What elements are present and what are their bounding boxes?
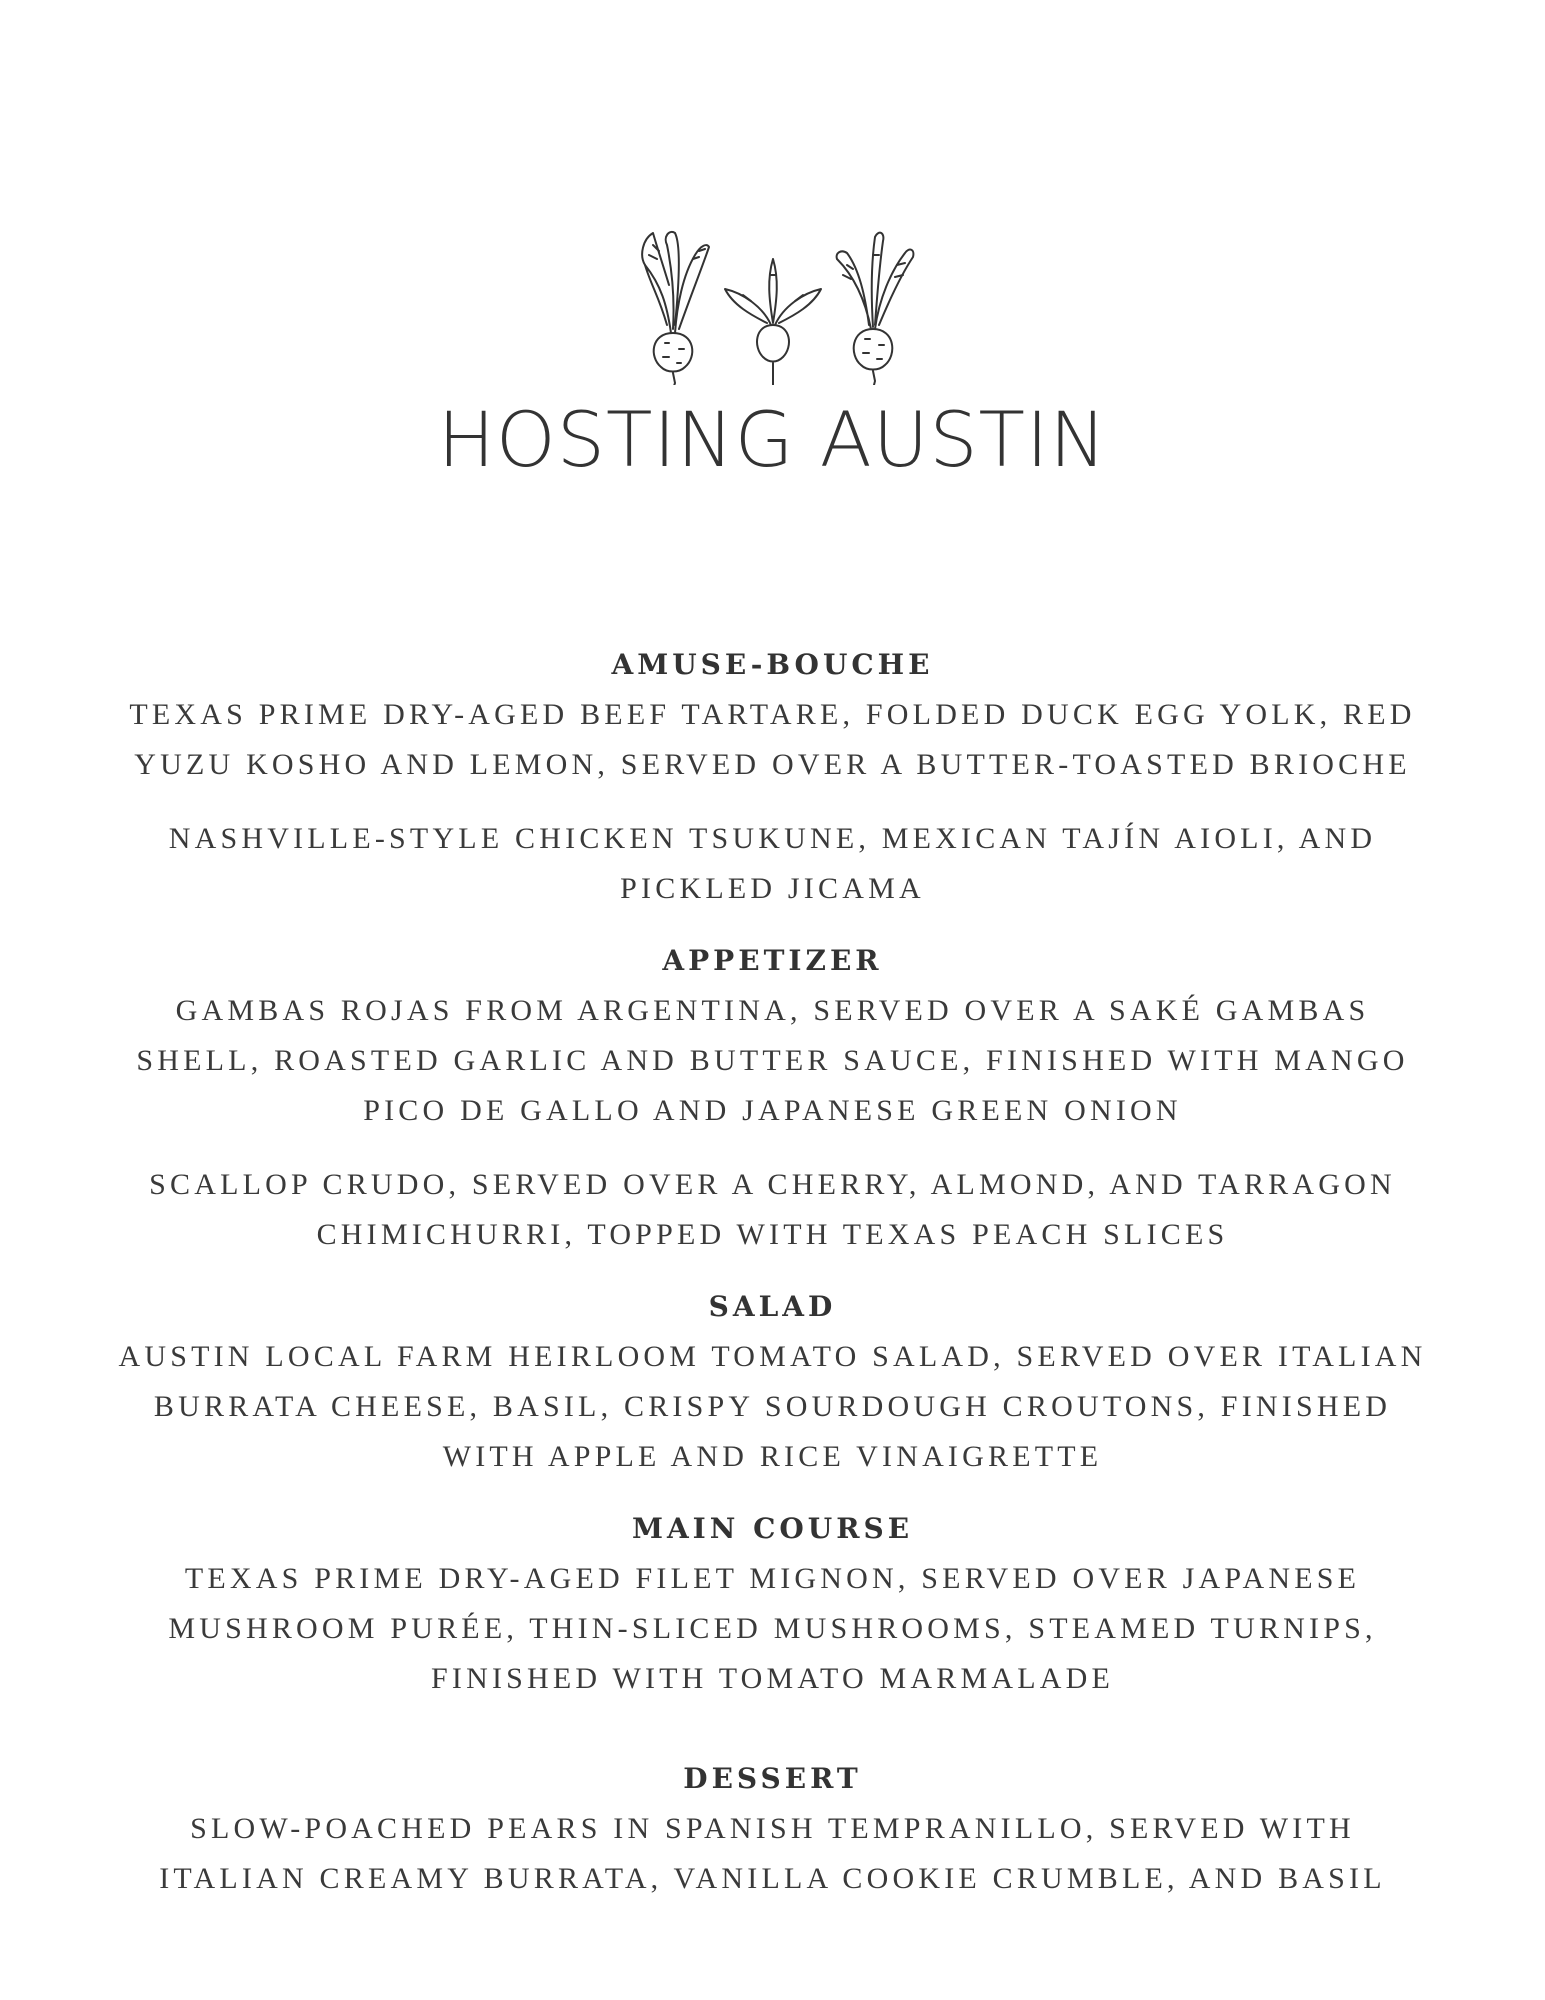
three-beets-icon <box>613 225 933 385</box>
logo <box>0 225 1545 484</box>
menu-section-salad <box>0 1282 1545 1482</box>
menu-item: TEXAS PRIME DRY-AGED FILET MIGNON, SERVED OVER JAPANESE MUSHROOM PURÉE, THIN-SLICED MUSHROOMS, STEAMED TURNIPS, FINISHED WITH TOMATO MARMALADE <box>168 1562 1377 1695</box>
section-title: APPETIZER <box>662 944 883 977</box>
menu-section-main-course <box>0 1504 1545 1704</box>
menu-item: TEXAS PRIME DRY-AGED BEEF TARTARE, FOLDED DUCK EGG YOLK, RED YUZU KOSHO AND LEMON, SERVED OVER A BUTTER-TOASTED BRIOCHE <box>129 698 1416 781</box>
section-title: DESSERT <box>683 1762 862 1795</box>
section-title: SALAD <box>708 1290 837 1323</box>
brand-name: HOSTING AUSTIN <box>437 395 1108 484</box>
menu-item: SCALLOP CRUDO, SERVED OVER A CHERRY, ALMOND, AND TARRAGON CHIMICHURRI, TOPPED WITH TEXAS PEACH SLICES <box>149 1168 1396 1251</box>
menu-item: SLOW-POACHED PEARS IN SPANISH TEMPRANILLO, SERVED WITH ITALIAN CREAMY BURRATA, VANILLA COOKIE CRUMBLE, AND BASIL <box>159 1812 1386 1895</box>
menu <box>0 640 1545 1926</box>
section-title: AMUSE-BOUCHE <box>611 648 934 681</box>
section-title: MAIN COURSE <box>631 1512 914 1545</box>
menu-section-dessert <box>0 1754 1545 1904</box>
menu-item: AUSTIN LOCAL FARM HEIRLOOM TOMATO SALAD, SERVED OVER ITALIAN BURRATA CHEESE, BASIL, CRISPY SOURDOUGH CROUTONS, FINISHED WITH APPLE AND RICE VINAIGRETTE <box>118 1340 1427 1473</box>
menu-item: GAMBAS ROJAS FROM ARGENTINA, SERVED OVER A SAKÉ GAMBAS SHELL, ROASTED GARLIC AND BUTTER SAUCE, FINISHED WITH MANGO PICO DE GALLO AND JAPANESE GREEN ONION <box>136 994 1409 1127</box>
menu-item: NASHVILLE-STYLE CHICKEN TSUKUNE, MEXICAN TAJÍN AIOLI, AND PICKLED JICAMA <box>168 822 1377 905</box>
menu-section-amuse-bouche <box>0 640 1545 914</box>
menu-section-appetizer <box>0 936 1545 1260</box>
